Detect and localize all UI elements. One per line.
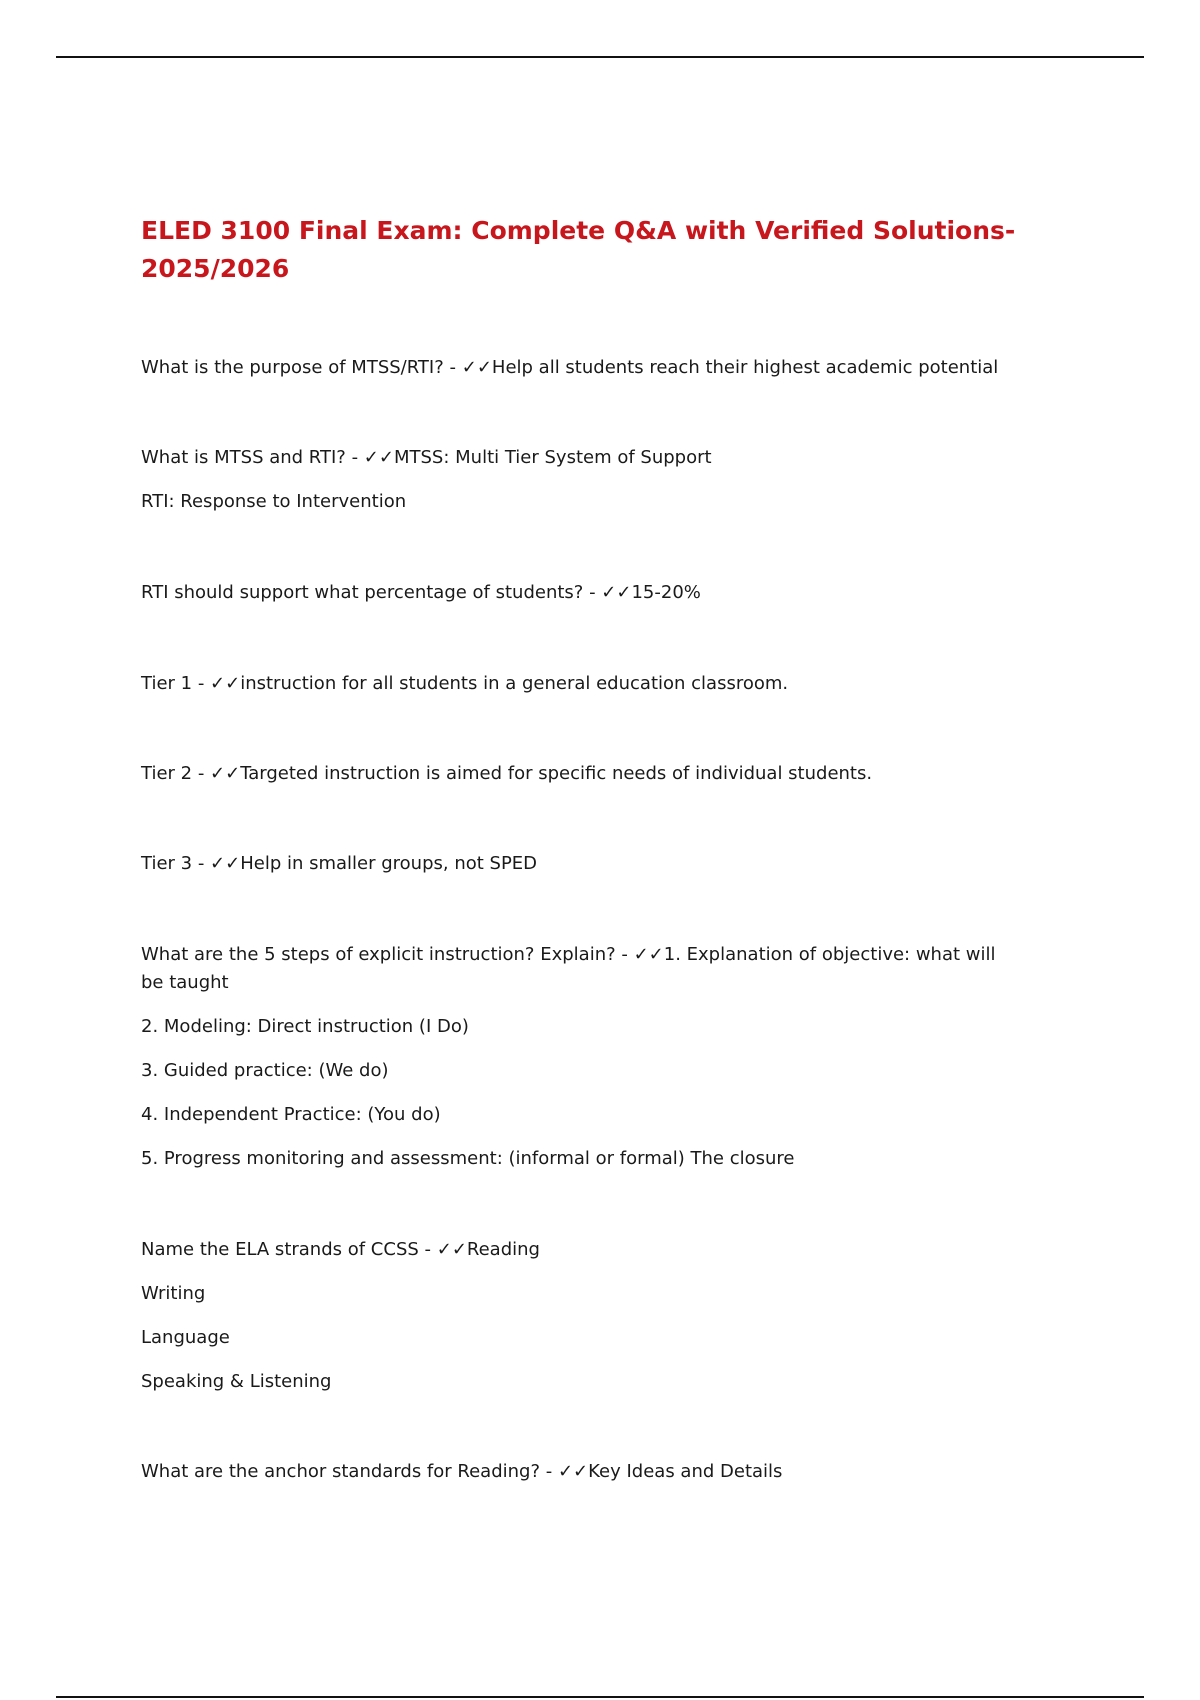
qa-item-3	[141, 579, 701, 607]
qa-item-7	[141, 941, 1021, 997]
answer-text: Help in smaller groups, not SPED	[240, 853, 538, 874]
answer-line: 5. Progress monitoring and assessment: (informal or formal) The closure	[141, 1148, 795, 1169]
answer-text: Key Ideas and Details	[588, 1461, 783, 1482]
check-separator: - ✓✓	[540, 1461, 589, 1482]
qa-item-4	[141, 670, 788, 698]
question-text: Tier 3	[141, 853, 193, 874]
top-rule	[56, 56, 1144, 58]
question-text: What is MTSS and RTI?	[141, 447, 346, 468]
answer-text: Reading	[466, 1239, 540, 1260]
check-separator: - ✓✓	[345, 447, 394, 468]
qa-item-5	[141, 760, 872, 788]
qa-item-2	[141, 444, 712, 472]
answer-text: 15-20%	[631, 582, 701, 603]
question-text: Tier 1	[141, 673, 193, 694]
check-separator: - ✓✓	[443, 357, 492, 378]
document-title: ELED 3100 Final Exam: Complete Q&A with Verified Solutions-2025/2026	[141, 216, 1016, 283]
question-text: Tier 2	[141, 763, 193, 784]
check-separator: - ✓✓	[615, 944, 664, 965]
check-separator: - ✓✓	[418, 1239, 467, 1260]
qa-item-6	[141, 850, 537, 878]
answer-line: Speaking & Listening	[141, 1371, 332, 1392]
answer-text: Targeted instruction is aimed for specific needs of individual students.	[240, 763, 873, 784]
answer-text: Help all students reach their highest academic potential	[491, 357, 999, 378]
bottom-rule	[56, 1696, 1144, 1698]
qa-item-9	[141, 1458, 782, 1486]
answer-line: RTI: Response to Intervention	[141, 491, 407, 512]
question-text: Name the ELA strands of CCSS	[141, 1239, 419, 1260]
check-separator: - ✓✓	[192, 763, 241, 784]
answer-text: 1. Explanation of objective: what will be taught	[141, 944, 996, 993]
question-text: RTI should support what percentage of students?	[141, 582, 584, 603]
answer-text: MTSS: Multi Tier System of Support	[393, 447, 712, 468]
answer-line: 2. Modeling: Direct instruction (I Do)	[141, 1016, 469, 1037]
answer-text: instruction for all students in a general education classroom.	[240, 673, 789, 694]
check-separator: - ✓✓	[583, 582, 632, 603]
answer-line: Writing	[141, 1283, 206, 1304]
qa-item-8	[141, 1236, 540, 1264]
answer-line: 3. Guided practice: (We do)	[141, 1060, 389, 1081]
question-text: What are the anchor standards for Reading?	[141, 1461, 541, 1482]
question-text: What are the 5 steps of explicit instruction? Explain?	[141, 944, 616, 965]
answer-line: Language	[141, 1327, 230, 1348]
qa-item-1	[141, 354, 998, 382]
question-text: What is the purpose of MTSS/RTI?	[141, 357, 444, 378]
answer-line: 4. Independent Practice: (You do)	[141, 1104, 441, 1125]
check-separator: - ✓✓	[192, 673, 241, 694]
check-separator: - ✓✓	[192, 853, 241, 874]
